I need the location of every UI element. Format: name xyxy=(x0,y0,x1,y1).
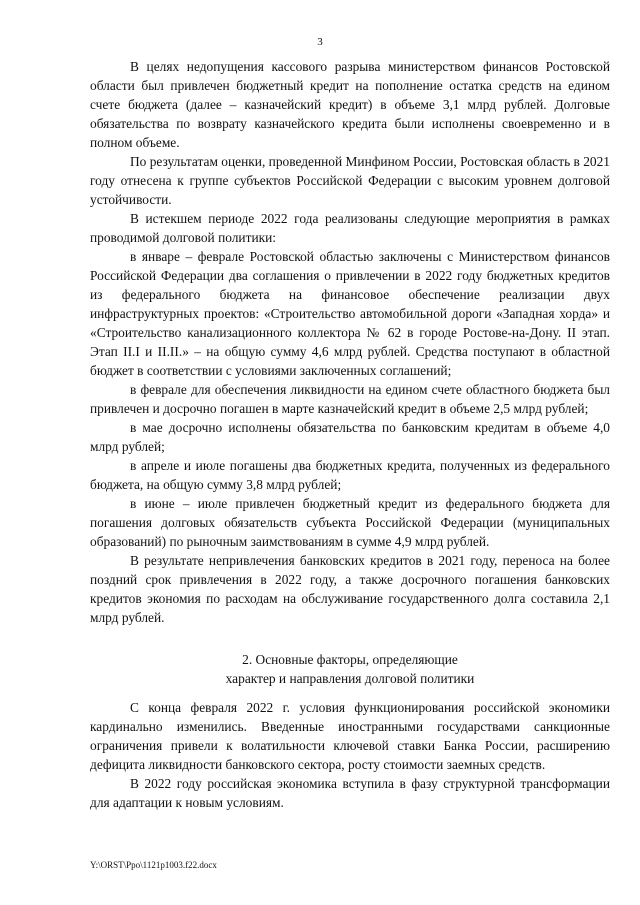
list-item: в июне – июле привлечен бюджетный кредит из федерального бюджета для погашения долговых обязательств субъекта Российской Федерации (муниципальных образований) по рыночным заимствованиям в сумме 4,9 млрд рублей. xyxy=(90,496,610,549)
section-heading xyxy=(90,650,610,688)
paragraph: В результате непривлечения банковских кредитов в 2021 году, переноса на более поздний срок привлечения в 2022 году, а также досрочного погашения банковских кредитов экономия по расходам на обслуживание государственного долга составила 2,1 млрд рублей. xyxy=(90,553,610,625)
list-item: в апреле и июле погашены два бюджетных кредита, полученных из федерального бюджета, на общую сумму 3,8 млрд рублей; xyxy=(90,458,610,492)
list-item: в феврале для обеспечения ликвидности на едином счете областного бюджета был привлечен и досрочно погашен в марте казначейский кредит в объеме 2,5 млрд рублей; xyxy=(90,382,610,416)
file-path-footer: Y:\ORST\Ppo\1121p1003.f22.docx xyxy=(90,860,217,870)
paragraph: В 2022 году российская экономика вступила в фазу структурной трансформации для адаптации к новым условиям. xyxy=(90,776,610,810)
paragraph: По результатам оценки, проведенной Минфином России, Ростовская область в 2021 году отнесена к группе субъектов Российской Федерации с высоким уровнем долговой устойчивости. xyxy=(90,154,610,207)
section-body xyxy=(90,698,610,812)
list-item: в январе – феврале Ростовской областью заключены с Министерством финансов Российской Федерации два соглашения о привлечении в 2022 году бюджетных кредитов из федерального бюджета на финансовое обеспечение реализации двух инфраструктурных проектов: «Строительство автомобильной дороги «Западная хорда» и «Строительство канализационного коллектора № 62 в городе Ростове-на-Дону. II этап. Этап II.I и II.II.» – на общую сумму 4,6 млрд рублей. Средства поступают в областной бюджет в соответствии с условиями заключенных соглашений; xyxy=(90,249,610,378)
paragraph: В целях недопущения кассового разрыва министерством финансов Ростовской области был привлечен бюджетный кредит на пополнение остатка средств на едином счете бюджета (далее – казначейский кредит) в объеме 3,1 млрд рублей. Долговые обязательства по возврату казначейского кредита были исполнены своевременно и в полном объеме. xyxy=(90,59,610,150)
page-number: 3 xyxy=(317,36,323,48)
document-body xyxy=(90,57,610,627)
paragraph: В истекшем периоде 2022 года реализованы следующие мероприятия в рамках проводимой долговой политики: xyxy=(90,211,610,245)
paragraph: С конца февраля 2022 г. условия функционирования российской экономики кардинально изменились. Введенные иностранными государствами санкционные ограничения привели к волатильности ключевой ставки Банка России, расширению дефицита ликвидности банковского сектора, росту стоимости заемных средств. xyxy=(90,700,610,772)
section-heading-line: 2. Основные факторы, определяющие xyxy=(242,652,458,667)
section-heading-line: характер и направления долговой политики xyxy=(225,671,475,686)
list-item: в мае досрочно исполнены обязательства по банковским кредитам в объеме 4,0 млрд рублей; xyxy=(90,420,610,454)
